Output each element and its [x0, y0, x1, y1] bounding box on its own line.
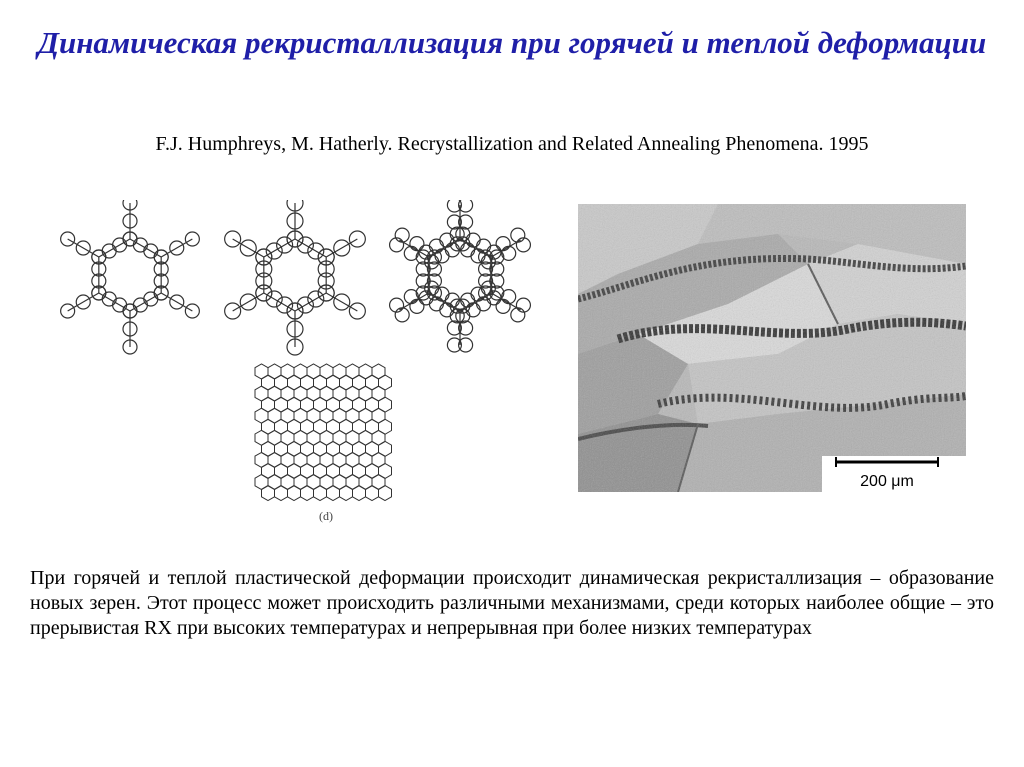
stage-b-schematic: [225, 200, 366, 355]
scale-bar: [822, 456, 966, 492]
scale-bar-label: 200 μm: [860, 473, 914, 490]
slide-title: Динамическая рекристаллизация при горячей и теплой деформации: [37, 25, 987, 60]
micrograph-image: [578, 204, 966, 492]
necklace-recrystallization-diagram: [55, 200, 545, 540]
citation: F.J. Humphreys, M. Hatherly. Recrystallization and Related Annealing Phenomena. 1995: [155, 133, 869, 155]
stage-a-schematic: [61, 200, 200, 354]
subfigure-d-label: (d): [319, 509, 333, 523]
stage-c-schematic: [390, 200, 531, 352]
stage-d-schematic: [255, 364, 392, 501]
body-paragraph: При горячей и теплой пластической деформации происходит динамическая рекристаллизация – образование новых зерен. Этот процесс может происходить различными механизмами, среди которых наиболее общие – это прерывистая RX при высоких температурах и непрерывная при более низких температурах: [30, 567, 994, 639]
